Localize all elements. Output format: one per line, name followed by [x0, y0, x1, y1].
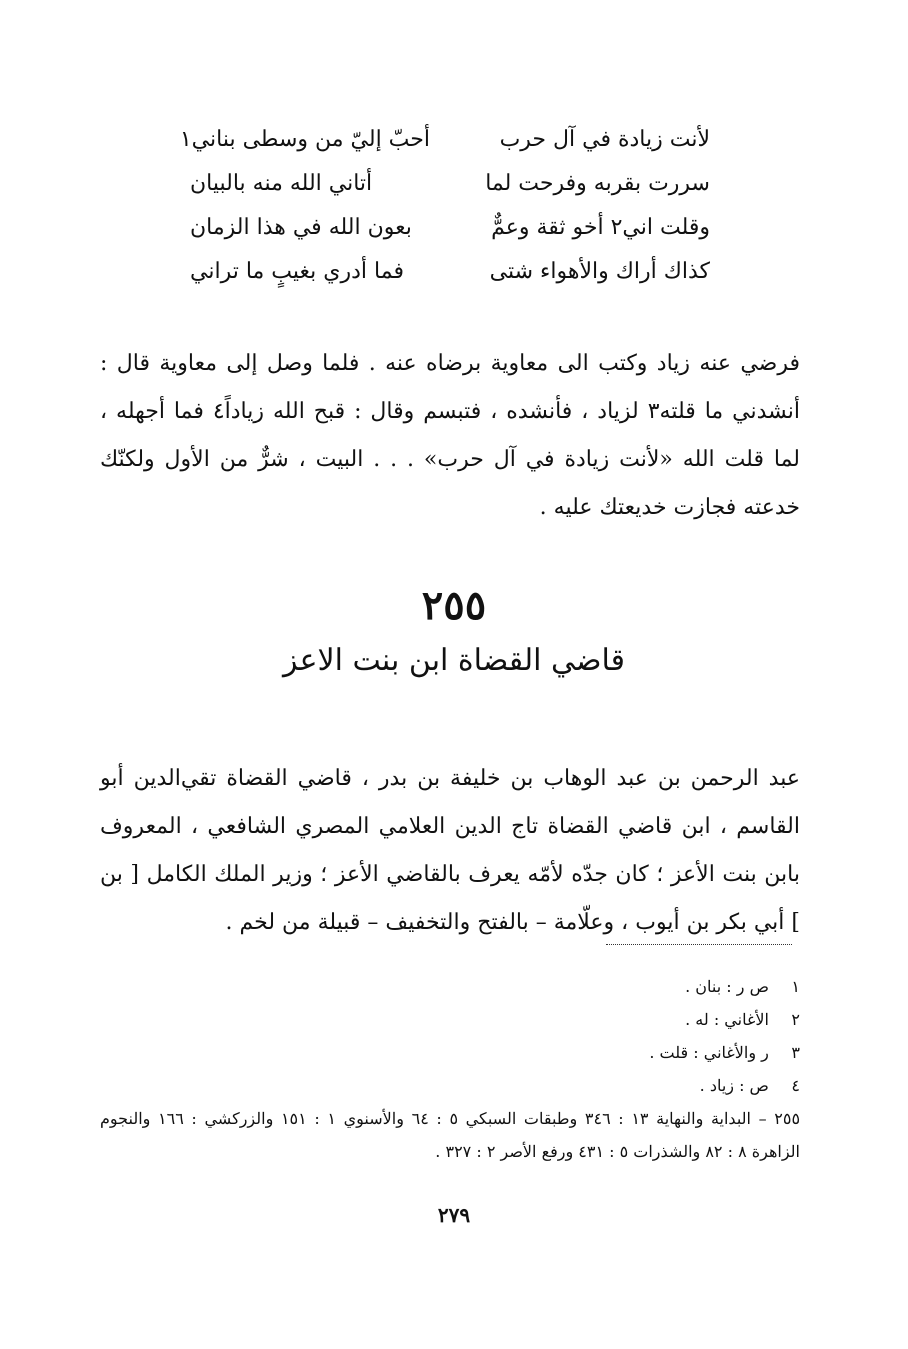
verse-first-hemistich: وقلت اني٢ أخو ثقة وعمٌّ — [491, 215, 710, 240]
verse-first-hemistich: سررت بقربه وفرحت لما — [485, 171, 710, 196]
page-number: ٢٧٩ — [437, 1203, 471, 1227]
footnote-number: ١ — [791, 977, 800, 996]
poem-verse — [190, 250, 710, 294]
footnote-number: ٣ — [791, 1043, 800, 1062]
footnote-text: ص ر : بنان . — [685, 977, 769, 996]
footnote — [100, 1036, 800, 1069]
footnote-text: ر والأغاني : قلت . — [649, 1043, 769, 1062]
footnote-text: ص : زياد . — [699, 1076, 769, 1095]
poem-verse — [190, 162, 710, 206]
footnotes — [100, 970, 800, 1168]
verse-second-hemistich: فما أدري بغيبٍ ما تراني — [190, 259, 404, 284]
verse-first-hemistich: كذاك أراك والأهواء شتى — [489, 259, 710, 284]
footnote — [100, 1003, 800, 1036]
poem-verse — [179, 118, 710, 162]
sources-note: ٢٥٥ – البداية والنهاية ١٣ : ٣٤٦ وطبقات السبكي ٥ : ٦٤ والأسنوي ١ : ١٥١ والزركشي : ١٦٦ والنجوم الزاهرة ٨ : ٨٢ والشذرات ٥ : ٤٣١ ورفع الأصر ٢ : ٣٢٧ . — [100, 1109, 801, 1161]
footnote-number: ٤ — [791, 1076, 800, 1095]
footnote — [100, 970, 800, 1003]
footnote-separator — [606, 944, 792, 945]
verse-second-hemistich: أحبّ إليّ من وسطى بناني١ — [179, 127, 430, 152]
entry-number: ٢٥٥ — [421, 582, 487, 629]
verse-second-hemistich: بعون الله في هذا الزمان — [190, 215, 412, 240]
poem — [179, 118, 710, 294]
verse-second-hemistich: أتاني الله منه بالبيان — [190, 171, 373, 196]
poem-verse — [190, 206, 710, 250]
footnote-number: ٢ — [791, 1010, 800, 1029]
footnote-text: الأغاني : له . — [685, 1010, 769, 1029]
verse-first-hemistich: لأنت زيادة في آل حرب — [499, 127, 710, 152]
entry-title: قاضي القضاة ابن بنت الاعز — [283, 643, 625, 678]
footnote — [100, 1069, 800, 1102]
biography-paragraph: عبد الرحمن بن عبد الوهاب بن خليفة بن بدر ، قاضي القضاة تقي‌الدين أبو القاسم ، ابن قاضي القضاة تاج الدين العلامي المصري الشافعي ، المعروف بابن بنت الأعز ؛ كان جدّه لأمّه يعرف بالقاضي الأعز ؛ وزير الملك الكامل [ بن ] أبي بكر بن أيوب ، وعلّامة – بالفتح والتخفيف – قبيلة من لخم . — [100, 766, 800, 935]
narrative-paragraph: فرضي عنه زياد وكتب الى معاوية برضاه عنه . فلما وصل إلى معاوية قال : أنشدني ما قلته٣ لزياد ، فأنشده ، فتبسم وقال : قبح الله زياداً٤ فما أجهله ، لما قلت الله «لأنت زيادة في آل حرب» . . . البيت ، شرٌّ من الأول ولكنّك خدعته فجازت خديعتك عليه . — [100, 351, 801, 520]
